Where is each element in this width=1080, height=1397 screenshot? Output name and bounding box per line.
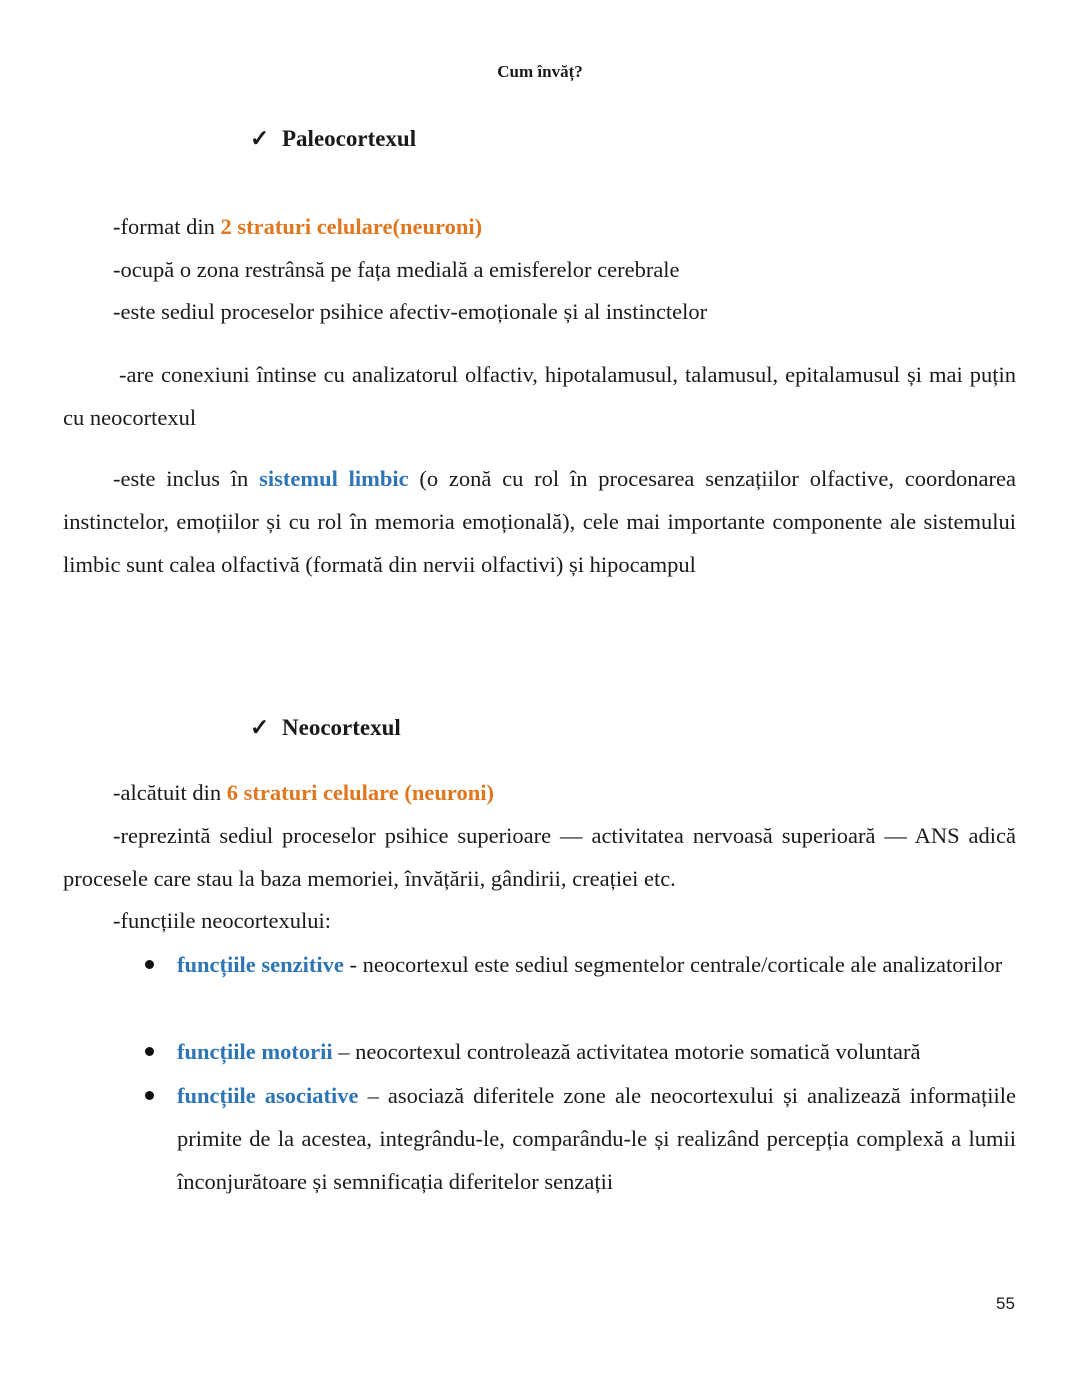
text: – asociază diferitele zone ale neocortexului și analizează informațiile primite de la acestea, integrându-le, comparându-le și realizând percepția complexă a lumii înconjurătoare și semnificația diferitelor senzații	[177, 1083, 1016, 1194]
highlight-text: funcțiile senzitive	[177, 952, 344, 977]
paragraph: -este sediul proceselor psihice afectiv-emoționale și al instinctelor	[113, 299, 708, 324]
paragraph	[63, 771, 1016, 814]
highlight-text: funcțiile motorii	[177, 1039, 333, 1064]
list-item	[177, 1074, 1016, 1203]
heading-text: Paleocortexul	[282, 126, 417, 151]
paragraph: -ocupă o zona restrânsă pe fața medială a emisferelor cerebrale	[113, 257, 680, 282]
heading-neocortex	[250, 715, 401, 741]
check-icon: ✓	[250, 126, 270, 151]
text: (o zonă cu rol în procesarea senzațiilor olfactive, coordonarea instinctelor, emoțiilor și cu rol în memoria emoțională), cele mai importante componente ale sistemului limbic sunt calea olfactivă (formată din nervii olfactivi) și hipocampul	[63, 466, 1016, 577]
highlight-text: funcțiile asociative	[177, 1083, 359, 1108]
bullet-icon	[145, 943, 154, 952]
text: -format din	[113, 214, 221, 239]
heading-paleocortex	[250, 126, 416, 152]
page-number: 55	[996, 1294, 1015, 1313]
highlight-text: sistemul limbic	[259, 466, 409, 491]
text: – neocortexul controlează activitatea motorie somatică voluntară	[332, 1039, 921, 1064]
paragraph	[63, 457, 1016, 586]
text: - neocortexul este sediul segmentelor centrale/corticale ale analizatorilor	[343, 952, 1003, 977]
bullet-icon	[145, 1074, 154, 1083]
bullet-icon	[145, 1030, 154, 1039]
heading-text: Neocortexul	[282, 715, 401, 740]
highlight-text: 2 straturi celulare(neuroni)	[220, 214, 483, 239]
paragraph	[63, 205, 1016, 248]
list-item	[177, 943, 1016, 986]
highlight-text: 6 straturi celulare (neuroni)	[226, 780, 494, 805]
list-item	[177, 1030, 1016, 1073]
check-icon: ✓	[250, 715, 270, 740]
text: -este inclus în	[113, 466, 260, 491]
paragraph: -reprezintă sediul proceselor psihice superioare — activitatea nervoasă superioară — ANS adică procesele care stau la baza memoriei, învățării, gândirii, creației etc.	[63, 823, 1016, 891]
text: -alcătuit din	[113, 780, 227, 805]
running-header: Cum învăț?	[497, 62, 583, 81]
paragraph: -funcțiile neocortexului:	[113, 908, 332, 933]
paragraph: -are conexiuni întinse cu analizatorul olfactiv, hipotalamusul, talamusul, epitalamusul și mai puțin cu neocortexul	[63, 362, 1016, 430]
